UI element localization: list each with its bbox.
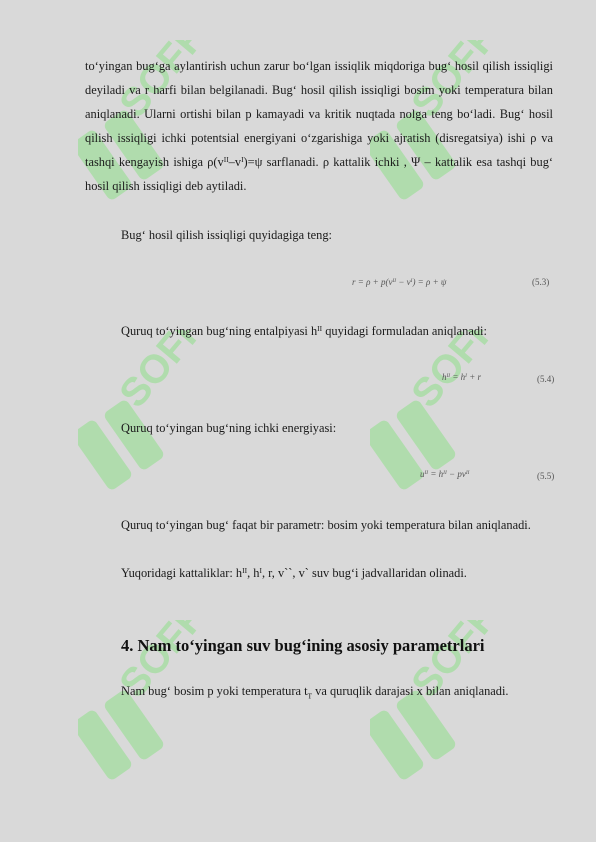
svg-text:SOFF: SOFF	[403, 330, 490, 416]
para6-text-3: , r, v``, v` suv bug‘i jadvallaridan olinadi.	[261, 566, 467, 580]
para1-text-2: –v	[228, 155, 242, 169]
formula1-mid: − v	[396, 277, 411, 287]
formula3-mid: = h	[428, 469, 444, 479]
para3-text-1: Quruq to‘yingan bug‘ning entalpiyasi h	[121, 324, 318, 338]
para3-sup: II	[317, 323, 323, 333]
svg-text:SOFF: SOFF	[403, 620, 490, 706]
formula-number-5-4: (5.4)	[537, 374, 555, 384]
svg-text:SOFF: SOFF	[111, 330, 198, 416]
paragraph-vaporization-heat	[85, 54, 553, 198]
formula1-post: ) = ρ + ψ	[412, 277, 447, 287]
svg-text:SOFF: SOFF	[111, 40, 198, 126]
formula3-sup1: II	[424, 470, 429, 477]
paragraph-enthalpy	[85, 319, 553, 343]
formula-5-4	[442, 372, 481, 382]
paragraph-equals-intro	[85, 223, 553, 247]
formula1-pre: r = ρ + p(v	[352, 277, 393, 287]
para1-text-3: )=ψ sarflanadi. ρ kattalik ichki , Ψ – kattalik esa tashqi bug‘ hosil qilish issiqligi deb aytiladi.	[85, 155, 554, 193]
para6-text-1: Yuqoridagi kattaliklar: h	[121, 566, 243, 580]
formula2-sup1: II	[446, 373, 451, 380]
formula3-post: − pv	[446, 469, 466, 479]
formula-5-5	[420, 469, 469, 479]
paragraph-internal-energy	[85, 416, 553, 440]
para7-text-2: va quruqlik darajasi x bilan aniqlanadi.	[312, 684, 509, 698]
para7-sub: T	[307, 691, 313, 701]
para5-text: Quruq to‘yingan bug‘ faqat bir parametr: bosim yoki temperatura bilan aniqlanadi.	[121, 518, 531, 532]
section-heading: 4. Nam to‘yingan suv bug‘ining asosiy parametrlari	[121, 636, 485, 655]
formula3-sup3: II	[465, 470, 470, 477]
para3-text-2: quyidagi formuladan aniqlanadi:	[322, 324, 487, 338]
para6-sup-2: I	[259, 565, 262, 575]
para2-text: Bug‘ hosil qilish issiqligi quyidagiga teng:	[121, 228, 332, 242]
formula2-mid: = h	[450, 372, 466, 382]
formula-number-5-5: (5.5)	[537, 471, 555, 481]
formula3-sup2: II	[443, 470, 447, 477]
formula2-post: + r	[466, 372, 482, 382]
svg-text:SOFF: SOFF	[403, 40, 490, 126]
paragraph-wet-steam	[85, 679, 553, 703]
svg-text:SOFF: SOFF	[111, 620, 198, 706]
para4-text: Quruq to‘yingan bug‘ning ichki energiyasi:	[121, 421, 337, 435]
paragraph-table-values	[85, 561, 553, 585]
paragraph-one-parameter	[85, 513, 553, 537]
para6-sup-1: II	[242, 565, 248, 575]
para1-text-1: to‘yingan bug‘ga aylantirish uchun zarur bo‘lgan issiqlik miqdoriga bug‘ hosil qilish issiqligi deyiladi va r harfi bilan belgilanadi. Bug‘ hosil qilish issiqligi bosim yoki temperatura bilan aniqlanadi. Ularni ortishi bilan p kamayadi va kritik nuqtada nolga teng bo‘ladi. Bug‘ hosil qilish issiqligi ichki potentsial energiyani o‘zgarishiga yoki ajratish (disregatsiya) ishi ρ va tashqi kengayish ishiga ρ(v	[85, 59, 553, 169]
para7-text-1: Nam bug‘ bosim p yoki temperatura t	[121, 684, 308, 698]
formula-number-5-3: (5.3)	[532, 277, 550, 287]
formula2-sup2: I	[465, 373, 467, 380]
formula1-sup2: I	[410, 278, 413, 285]
para1-sup-1: II	[223, 154, 229, 164]
formula1-sup1: II	[392, 278, 397, 285]
formula-5-3	[352, 277, 447, 287]
para1-sup-2: I	[241, 154, 244, 164]
para6-text-2: , h	[247, 566, 260, 580]
formula3-pre: u	[420, 469, 425, 479]
formula2-pre: h	[442, 372, 447, 382]
